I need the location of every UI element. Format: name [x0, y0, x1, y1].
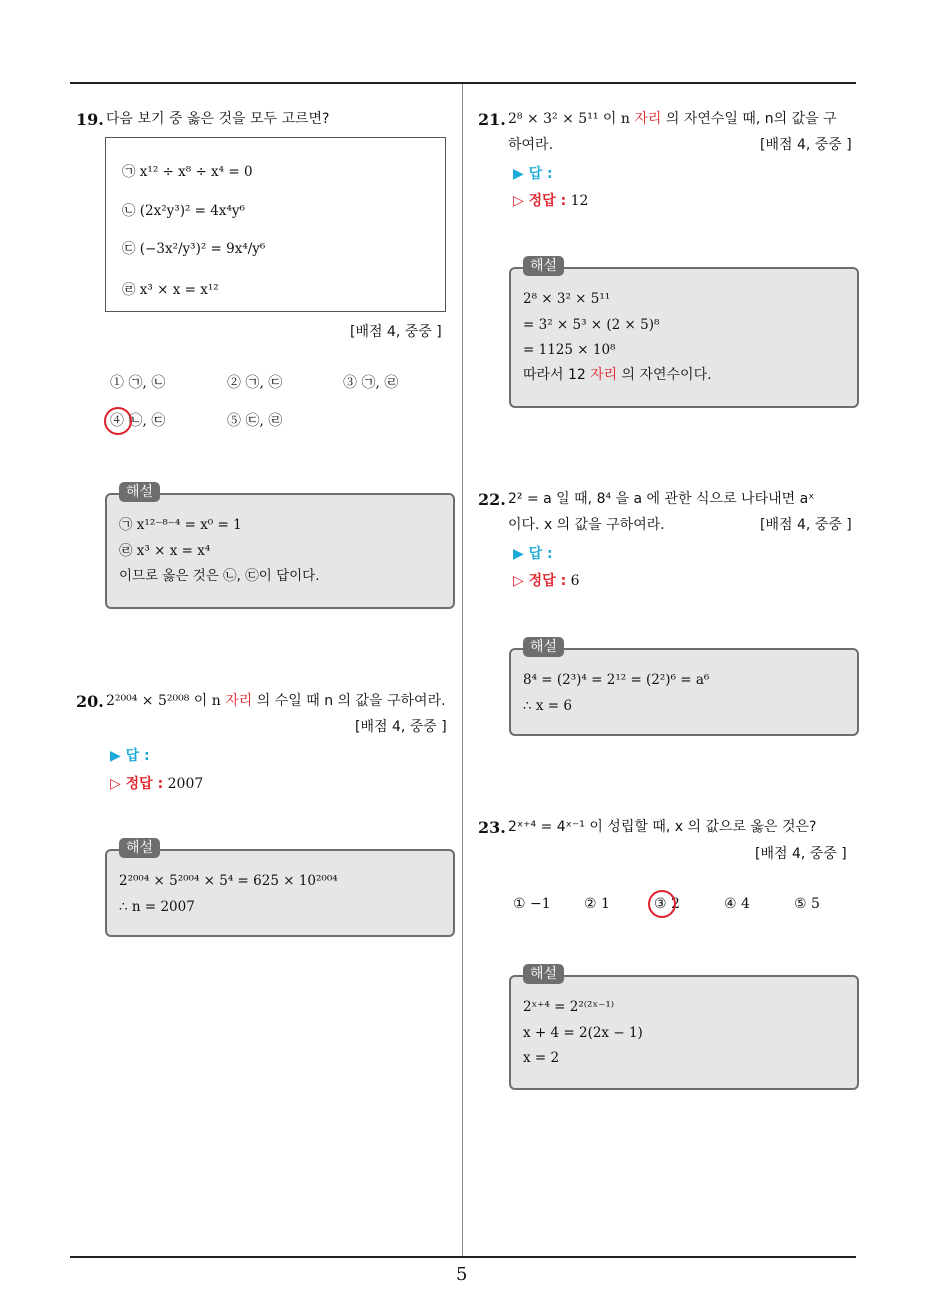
q21-text-red: 자리 [634, 111, 662, 127]
q23-solution-line-3: x = 2 [523, 1050, 560, 1066]
q22-correct [513, 573, 580, 590]
q21-solution-last-post: 의 자연수이다. [621, 367, 712, 383]
q21-correct-value: 12 [570, 193, 589, 209]
q20-solution-box [105, 849, 455, 937]
q19-answer-circle [104, 407, 132, 435]
q22-correct-value: 6 [570, 573, 580, 589]
q19-choice-1[interactable]: ① ㉠, ㉡ [110, 375, 166, 391]
q19-solution-box [105, 493, 455, 609]
q21-text-line2: 하여라. [508, 137, 554, 153]
q20-text-post: 의 수일 때 n 의 값을 구하여라. [256, 693, 446, 709]
q21-solution-line-4 [523, 367, 712, 384]
q22-number: 22. [478, 490, 506, 509]
q21-solution-line-1: 2⁸ × 3² × 5¹¹ [523, 291, 611, 307]
q21-solution-line-2: = 3² × 5³ × (2 × 5)⁸ [523, 317, 660, 333]
q19-item-c: ㉢ (−3x²/y³)² = 9x⁴/y⁶ [122, 241, 266, 257]
q20-solution-line-2: ∴ n = 2007 [119, 899, 195, 915]
q23-choice-1[interactable]: ① −1 [513, 896, 551, 912]
page-number: 5 [456, 1264, 468, 1285]
q22-solution-line-2: ∴ x = 6 [523, 698, 572, 714]
q22-solution-label: 해설 [523, 637, 564, 657]
q20-score: [배점 4, 중중 ] [355, 719, 447, 735]
q20-correct [110, 776, 203, 793]
q21-solution-last-pre: 따라서 12 [523, 367, 586, 383]
q21-correct [513, 193, 588, 210]
q20-solution-label: 해설 [119, 838, 160, 858]
q19-solution-line-1: ㉠ x¹²⁻⁸⁻⁴ = x⁰ = 1 [119, 517, 242, 533]
column-divider [462, 84, 463, 1258]
q20-text-red: 자리 [225, 693, 253, 709]
q23-solution-label: 해설 [523, 964, 564, 984]
q23-text: 2ˣ⁺⁴ = 4ˣ⁻¹ 이 성립할 때, x 의 값으로 옳은 것은? [508, 819, 817, 835]
q23-solution-box [509, 975, 859, 1090]
q21-solution-label: 해설 [523, 256, 564, 276]
q22-text-line2: 이다. x 의 값을 구하여라. [508, 517, 665, 533]
q21-solution-box [509, 267, 859, 408]
q19-choice-2[interactable]: ② ㉠, ㉢ [227, 375, 283, 391]
q21-solution-last-red: 자리 [590, 367, 618, 383]
q22-solution-line-1: 8⁴ = (2³)⁴ = 2¹² = (2²)⁶ = a⁶ [523, 672, 710, 688]
q20-solution-line-1: 2²⁰⁰⁴ × 5²⁰⁰⁴ × 5⁴ = 625 × 10²⁰⁰⁴ [119, 873, 338, 889]
q19-number: 19. [76, 110, 104, 129]
q19-text: 다음 보기 중 옳은 것을 모두 고르면? [106, 111, 330, 127]
q23-choice-4[interactable]: ④ 4 [724, 896, 750, 912]
q21-text [508, 111, 837, 128]
q21-correct-label: ▷ 정답 : [513, 193, 567, 209]
q23-score: [배점 4, 중중 ] [755, 846, 847, 862]
q23-choice-5[interactable]: ⑤ 5 [794, 896, 820, 912]
q22-answer-label: ▶ 답 : [513, 546, 553, 562]
q21-text-post: 의 자연수일 때, n의 값을 구 [665, 111, 837, 127]
q19-item-d: ㉣ x³ × x = x¹² [122, 282, 219, 298]
q23-choice-2[interactable]: ② 1 [584, 896, 610, 912]
q21-score: [배점 4, 중중 ] [760, 137, 852, 153]
q22-solution-box [509, 648, 859, 736]
q20-correct-label: ▷ 정답 : [110, 776, 164, 792]
q21-solution-line-3: = 1125 × 10⁸ [523, 342, 616, 358]
q19-item-b: ㉡ (2x²y³)² = 4x⁴y⁶ [122, 203, 245, 219]
q20-text [106, 693, 446, 710]
top-rule [70, 82, 856, 84]
q19-solution-label: 해설 [119, 482, 160, 502]
q22-text: 2² = a 일 때, 8⁴ 을 a 에 관한 식으로 나타내면 aˣ [508, 491, 815, 507]
q19-choice-4[interactable]: ④ ㉡, ㉢ [110, 413, 166, 429]
q22-correct-label: ▷ 정답 : [513, 573, 567, 589]
q23-number: 23. [478, 818, 506, 837]
q23-answer-circle [648, 890, 676, 918]
q19-solution-line-2: ㉣ x³ × x = x⁴ [119, 543, 211, 559]
q19-choice-box [105, 137, 446, 312]
q20-number: 20. [76, 692, 104, 711]
q19-choice-5[interactable]: ⑤ ㉢, ㉣ [227, 413, 283, 429]
q20-answer-label: ▶ 답 : [110, 748, 150, 764]
q20-correct-value: 2007 [167, 776, 204, 792]
q23-solution-line-2: x + 4 = 2(2x − 1) [523, 1025, 643, 1041]
q21-text-pre: 2⁸ × 3² × 5¹¹ 이 n [508, 111, 630, 127]
bottom-rule [70, 1256, 856, 1258]
q22-score: [배점 4, 중중 ] [760, 517, 852, 533]
q19-choice-3[interactable]: ③ ㉠, ㉣ [343, 375, 399, 391]
q20-text-pre: 2²⁰⁰⁴ × 5²⁰⁰⁸ 이 n [106, 693, 221, 709]
q21-answer-label: ▶ 답 : [513, 166, 553, 182]
q23-solution-line-1: 2ˣ⁺⁴ = 2²⁽²ˣ⁻¹⁾ [523, 999, 615, 1015]
q19-score: [배점 4, 중중 ] [350, 324, 442, 340]
q19-solution-line-3: 이므로 옳은 것은 ㉡, ㉢이 답이다. [119, 568, 320, 584]
q21-number: 21. [478, 110, 506, 129]
q19-item-a: ㉠ x¹² ÷ x⁸ ÷ x⁴ = 0 [122, 164, 253, 180]
q23-choice-3[interactable]: ③ 2 [654, 896, 680, 912]
